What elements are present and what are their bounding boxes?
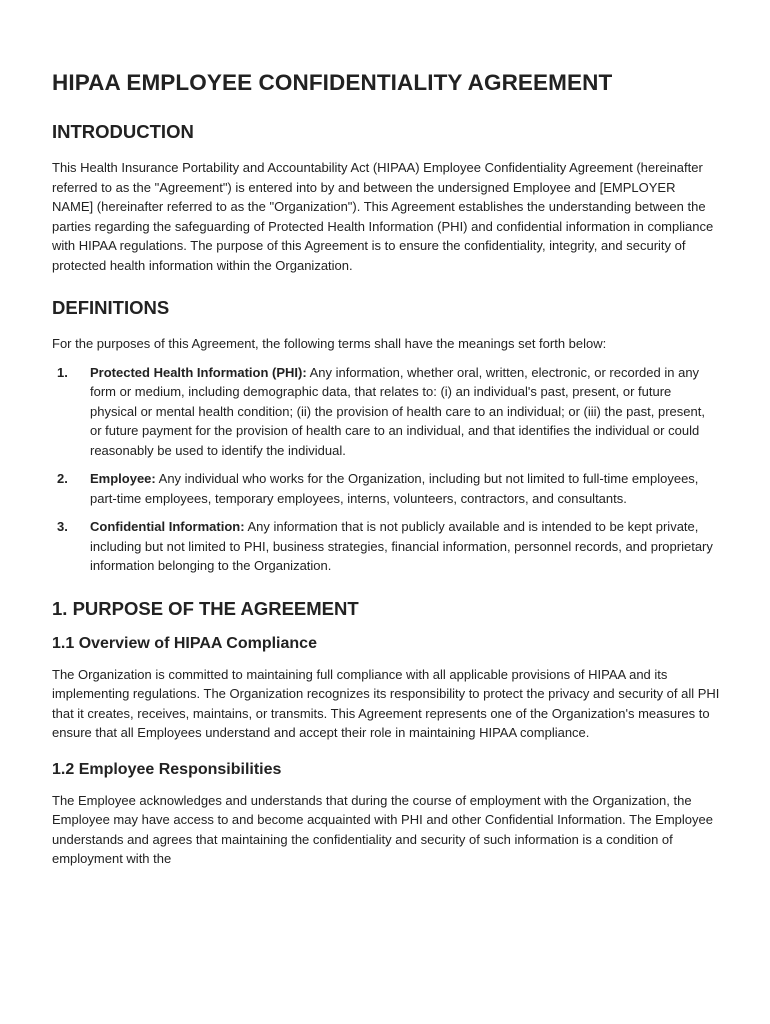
purpose-heading: 1. PURPOSE OF THE AGREEMENT [52, 597, 359, 619]
definition-number: 3. [57, 519, 68, 534]
section-1-1-heading: 1.1 Overview of HIPAA Compliance [52, 634, 317, 652]
section-1-1-paragraph: The Organization is committed to maintaining full compliance with all applicable provisions of HIPAA and its implementing regulations. The Organization recognizes its responsibility to protect the privacy and security of all PHI that it creates, receives, maintains, or transmits. This Agreement represents one of the Organization's measures to ensure that all Employees understand and accept their role in maintaining HIPAA compliance. [52, 666, 720, 740]
definition-number: 1. [57, 364, 68, 380]
definition-text: Any information that is not publicly available and is intended to be kept private, including but not limited to PHI, business strategies, financial information, personnel records, and proprietary information belonging to the Organization. [90, 519, 713, 573]
definitions-list [52, 363, 720, 576]
section-1-2-paragraph: The Employee acknowledges and understands that during the course of employment with the Organization, the Employee may have access to and become acquainted with PHI and other Confidential Information. The Employee understands and agrees that maintaining the confidentiality and security of such information is a condition of employment with the [52, 792, 713, 866]
introduction-paragraph: This Health Insurance Portability and Accountability Act (HIPAA) Employee Confidentiality Agreement (hereinafter referred to as the "Agreement") is entered into by and between the undersigned Employee and [EMPLOYER NAME] (hereinafter referred to as the "Organization"). This Agreement establishes the understanding between the parties regarding the safeguarding of Protected Health Information (PHI) and confidential information in compliance with HIPAA regulations. The purpose of this Agreement is to ensure the confidentiality, integrity, and security of protected health information within the Organization. [52, 160, 714, 273]
document-title: HIPAA EMPLOYEE CONFIDENTIALITY AGREEMENT [52, 70, 613, 95]
definition-body [90, 517, 720, 576]
definition-term: Protected Health Information (PHI): [90, 364, 307, 380]
definition-term: Employee: [90, 471, 156, 486]
definition-item [52, 363, 720, 461]
definition-text: Any information, whether oral, written, electronic, or recorded in any form or medium, including demographic data, that relates to: (i) an individual's past, present, or future physical or mental health condition; (ii) the provision of health care to an individual; or (iii) the past, present, or future payment for the provision of health care to an individual, and that identifies the individual or could reasonably be used to identify the individual. [90, 364, 705, 458]
section-1-2-heading: 1.2 Employee Responsibilities [52, 760, 282, 778]
definition-body [90, 469, 720, 508]
definition-item [52, 517, 720, 576]
definition-item [52, 469, 720, 508]
definitions-heading: DEFINITIONS [52, 297, 170, 318]
introduction-heading: INTRODUCTION [52, 121, 194, 142]
definition-term: Confidential Information: [90, 519, 245, 534]
definition-body [90, 363, 720, 461]
definition-number: 2. [57, 471, 68, 486]
definitions-intro: For the purposes of this Agreement, the following terms shall have the meanings set forth below: [52, 336, 607, 351]
definition-text: Any individual who works for the Organization, including but not limited to full-time employees, part-time employees, temporary employees, interns, volunteers, contractors, and consultants. [90, 471, 699, 506]
